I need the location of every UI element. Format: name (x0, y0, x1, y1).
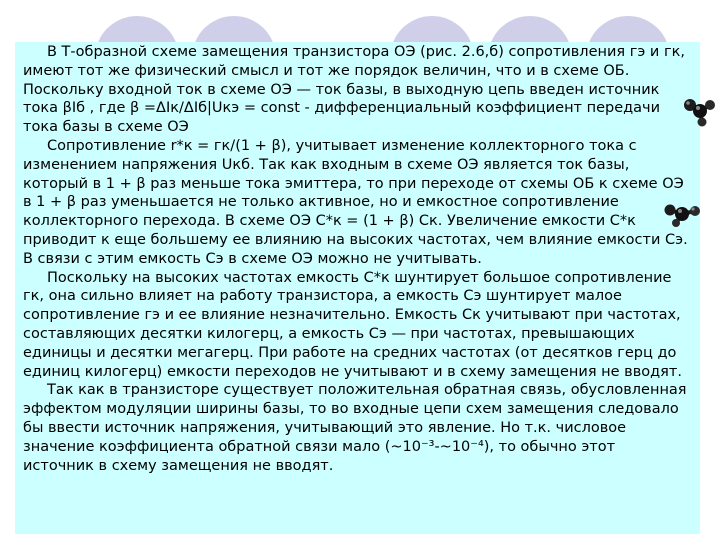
paragraph-t-scheme: В Т-образной схеме замещения транзистора ОЭ (рис. 2.6,б) сопротивления гэ и гк, имеют тот же физический смысл и тот же порядок величин, что и в схеме ОБ. Поскольку входной ток в схеме ОЭ — ток базы, в выходную цепь введен источник тока βIб , где β =ΔIк/ΔIб|Uкэ = const - дифференциальный коэффициент передачи тока базы в схеме ОЭ (23, 44, 685, 136)
paragraph-high-frequency: Поскольку на высоких частотах емкость С*к шунтирует большое сопротивление гк, она сильно влияет на работу транзистора, а емкость Сэ шунтирует малое сопротивление гэ и ее влияние незначительно. Емкость Ск учитывают при частотах, составляющих десятки килогерц, а емкость Сэ — при частотах, превышающих единицы и десятки мегагерц. При работе на средних частотах (от десятков герц до единиц килогерц) емкости переходов не учитывают и в схему замещения не вводят. (23, 269, 682, 380)
paragraph-collector-resistance: Сопротивление r*к = гк/(1 + β), учитывает изменение коллекторного тока с изменением напряжения Uкб. Так как входным в схеме ОЭ является ток базы, который в 1 + β раз меньше тока эмиттера, то при переходе от схемы ОБ к схеме ОЭ в 1 + β раз уменьшается не только активное, но и емкостное сопротивление коллекторного перехода. В схеме ОЭ С*к = (1 + β) Ск. Увеличение емкости С*к приводит к еще большему ее влиянию на высоких частотах, чем влияние емкости Сэ. В связи с этим емкость Сэ в схеме ОЭ можно не учитывать. (23, 137, 688, 267)
molecule-icon (680, 95, 716, 127)
molecule-icon (662, 198, 702, 228)
slide-text-block (15, 42, 700, 534)
paragraph-feedback: Так как в транзисторе существует положительная обратная связь, обусловленная эффектом модуляции ширины базы, то во входные цепи схем замещения следовало бы ввести источник напряжения, учитывающий это явление. Но т.к. числовое значение коэффициента обратной связи мало (~10⁻³-~10⁻⁴), то обычно этот источник в схему замещения не вводят. (23, 382, 687, 474)
